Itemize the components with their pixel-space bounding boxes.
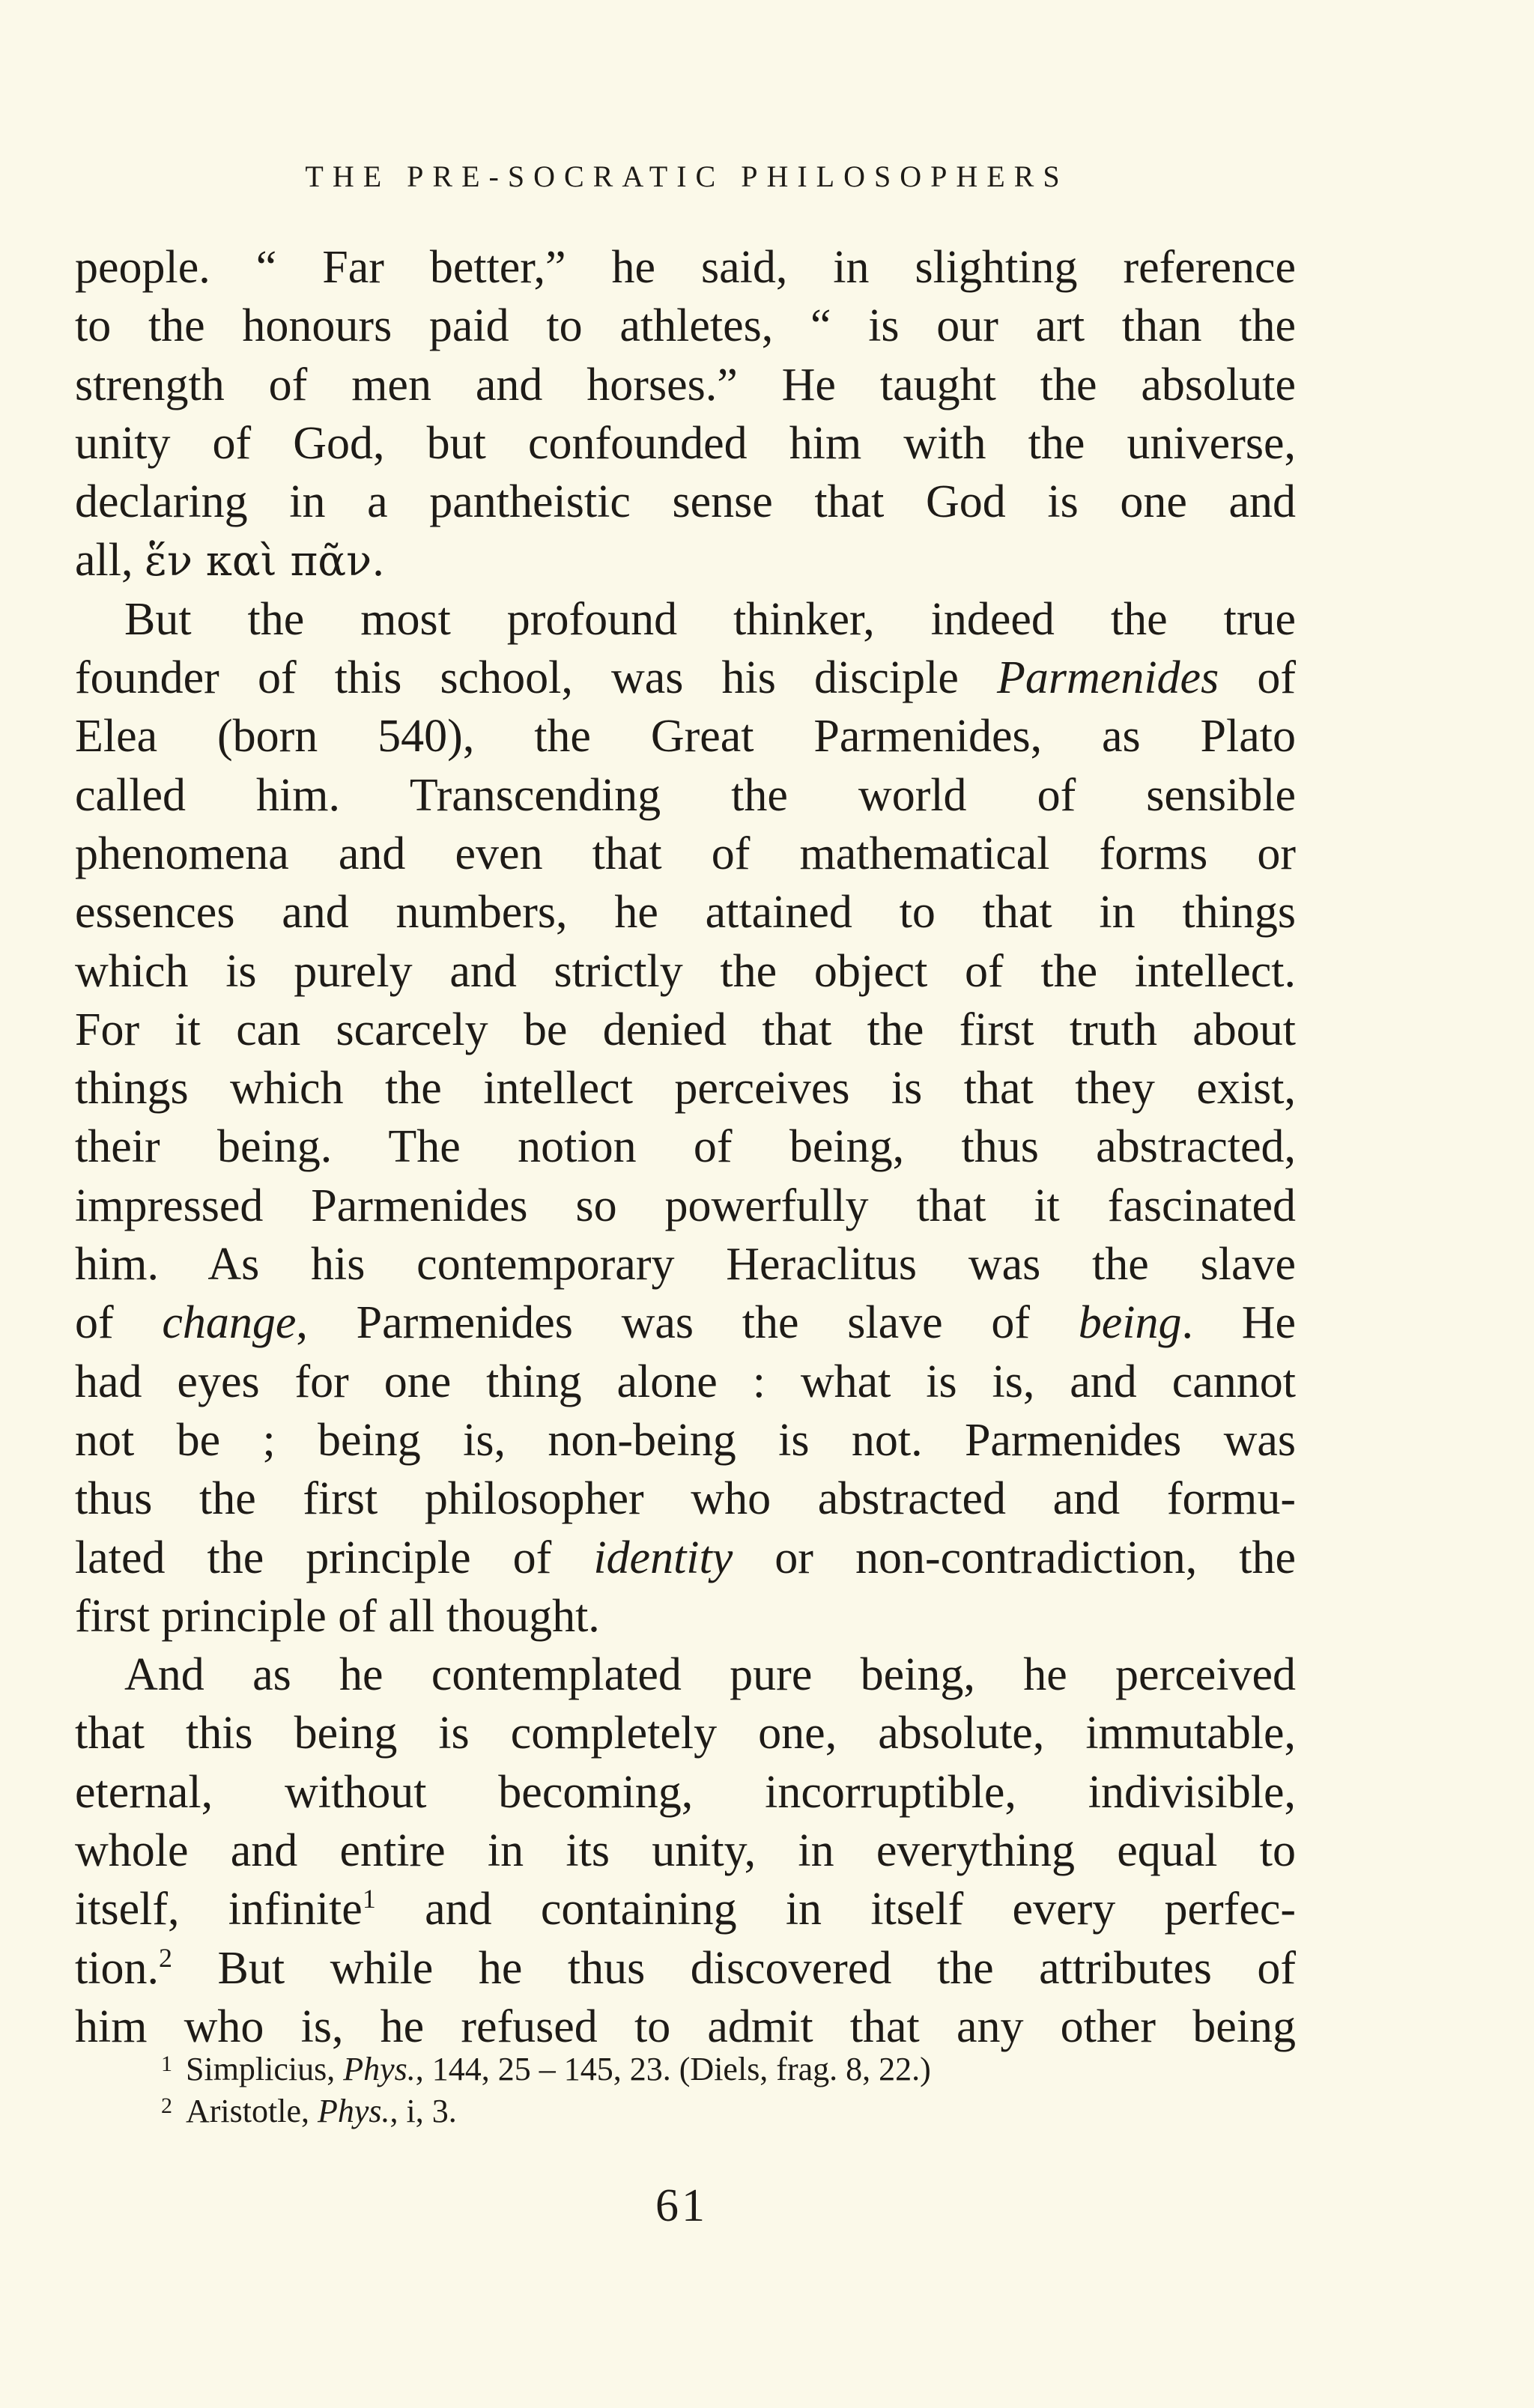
text-line [75, 414, 1296, 473]
text-line [75, 1704, 1296, 1762]
italic-text: Parmenides [997, 652, 1219, 704]
text-segment: But the most profound thinker, indeed the true [124, 593, 1296, 645]
footnote [161, 2085, 1285, 2127]
footnote-number: 1 [161, 2051, 172, 2076]
text-segment: , Parmenides was the slave of [296, 1297, 1079, 1349]
text-line [75, 1001, 1296, 1059]
text-segment: called him. Transcending the world of sensible [75, 769, 1296, 821]
text-segment: him who is, he refused to admit that any other being [75, 2001, 1296, 2052]
text-segment: to the honours paid to athletes, “ is our art than the [75, 300, 1296, 352]
page-number: 61 [655, 2180, 708, 2231]
text-line [75, 473, 1296, 531]
text-segment: itself, infinite [75, 1884, 363, 1935]
text-segment: strength of men and horses.” He taught the absolute [75, 359, 1296, 410]
text-line [75, 825, 1296, 883]
text-segment: of [75, 1297, 163, 1349]
footnote-reference: 2 [158, 1942, 172, 1973]
text-segment: And as he contemplated pure being, he perceived [124, 1649, 1296, 1701]
text-line [75, 1822, 1296, 1880]
text-line [75, 1529, 1296, 1587]
text-segment: , i, 3. [389, 2093, 457, 2129]
text-line [75, 1411, 1296, 1470]
greek-phrase: ἕν καὶ πᾶν. [144, 537, 385, 586]
footnote-number: 2 [161, 2093, 172, 2118]
italic-text: Phys. [317, 2093, 390, 2129]
text-segment: eternal, without becoming, incorruptible, indivisible, [75, 1766, 1296, 1818]
text-segment: essences and numbers, he attained to that in things [75, 887, 1296, 938]
text-line [75, 649, 1296, 707]
text-segment: tion. [75, 1942, 159, 1994]
running-head: THE PRE-SOCRATIC PHILOSOPHERS [305, 160, 1069, 193]
text-segment: had eyes for one thing alone : what is is, and cannot [75, 1356, 1296, 1407]
text-line [75, 1646, 1296, 1704]
italic-text: Phys. [343, 2051, 416, 2087]
text-segment: people. “ Far better,” he said, in slighting reference [75, 242, 1296, 293]
text-segment: and containing in itself every perfec- [375, 1884, 1296, 1935]
text-segment: first principle of all thought. [75, 1590, 600, 1642]
text-segment: phenomena and even that of mathematical forms or [75, 828, 1296, 879]
italic-text: change [162, 1297, 297, 1349]
text-segment: But while he thus discovered the attributes of [172, 1942, 1296, 1994]
text-segment: of [1219, 652, 1296, 704]
text-segment: For it can scarcely be denied that the first truth about [75, 1004, 1296, 1055]
text-segment: all, [75, 535, 145, 586]
text-line [75, 942, 1296, 1001]
text-segment: or non-contradiction, the [733, 1532, 1296, 1583]
text-segment: founder of this school, was his disciple [75, 652, 998, 704]
text-line [75, 1880, 1296, 1938]
text-segment: not be ; being is, non-being is not. Parmenides was [75, 1414, 1296, 1466]
text-segment: lated the principle of [75, 1532, 594, 1583]
text-segment: that this being is completely one, absolute, immutable, [75, 1708, 1296, 1759]
text-segment: their being. The notion of being, thus abstracted, [75, 1121, 1296, 1173]
text-line [75, 1353, 1296, 1411]
text-segment: Aristotle, [186, 2093, 318, 2129]
text-line [75, 1470, 1296, 1528]
text-line [75, 531, 1296, 589]
footnote [161, 2043, 1285, 2085]
text-segment: which is purely and strictly the object of the intellect. [75, 945, 1296, 997]
text-line [75, 590, 1296, 649]
text-line [75, 1939, 1296, 1998]
text-line [75, 766, 1296, 825]
text-segment: . He [1181, 1297, 1296, 1349]
text-line [75, 707, 1296, 765]
text-line [75, 1177, 1296, 1235]
text-segment: , 144, 25 – 145, 23. (Diels, frag. 8, 22.) [415, 2051, 931, 2087]
footnote-reference: 1 [362, 1884, 376, 1914]
text-segment: unity of God, but confounded him with the universe, [75, 417, 1296, 469]
footnotes [161, 2043, 1285, 2127]
text-line [75, 1587, 1296, 1646]
italic-text: identity [593, 1532, 733, 1583]
text-segment: whole and entire in its unity, in everything equal to [75, 1825, 1296, 1877]
text-segment: him. As his contemporary Heraclitus was the slave [75, 1239, 1296, 1291]
text-segment: thus the first philosopher who abstracted and formu- [75, 1473, 1296, 1525]
text-line [75, 1117, 1296, 1176]
text-line [75, 356, 1296, 414]
text-line [75, 1294, 1296, 1352]
text-segment: Simplicius, [186, 2051, 344, 2087]
body-text [75, 238, 1296, 2056]
italic-text: being [1078, 1297, 1182, 1349]
text-line [75, 883, 1296, 941]
text-line [75, 1059, 1296, 1117]
text-segment: declaring in a pantheistic sense that God is one and [75, 476, 1296, 528]
text-line [75, 1763, 1296, 1822]
text-segment: Elea (born 540), the Great Parmenides, as Plato [75, 711, 1296, 762]
text-segment: things which the intellect perceives is that they exist, [75, 1063, 1296, 1114]
text-line [75, 297, 1296, 355]
text-line [75, 238, 1296, 297]
text-line [75, 1235, 1296, 1294]
text-segment: impressed Parmenides so powerfully that it fascinated [75, 1180, 1296, 1231]
